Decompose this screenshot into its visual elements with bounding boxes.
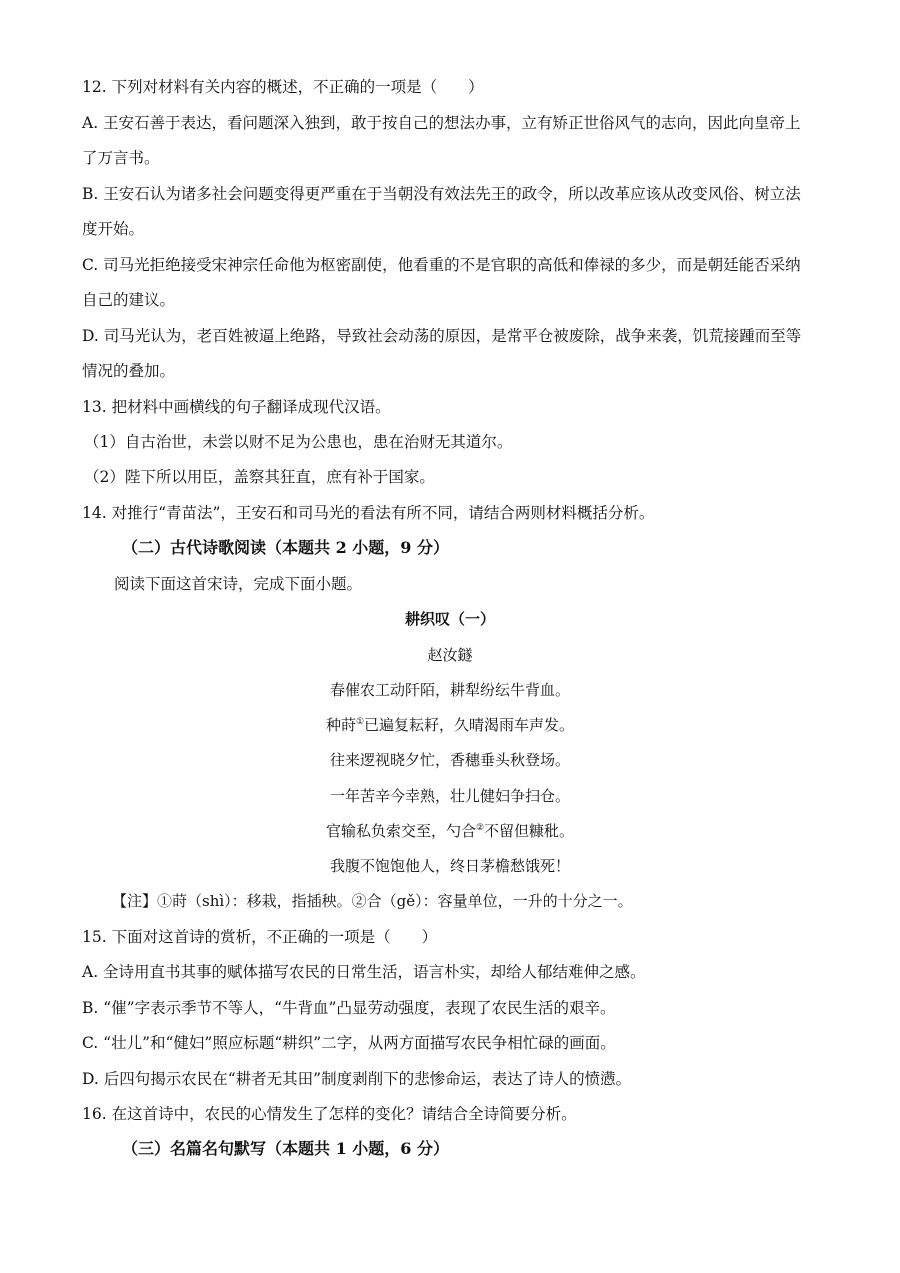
q15-option-c: C. “壮儿”和“健妇”照应标题“耕织”二字，从两方面描写农民争相忙碌的画面。 xyxy=(82,1034,616,1052)
poem-title: 耕织叹（一） xyxy=(404,610,495,628)
poem-line-2-part-1: 种莳 xyxy=(325,716,356,734)
q15-option-a: A. 全诗用直书其事的赋体描写农民的日常生活，语言朴实，却给人郁结难伸之感。 xyxy=(82,963,646,981)
q12-option-b-cont: 度开始。 xyxy=(82,220,145,238)
q15-option-d: D. 后四句揭示农民在“耕者无其田”制度剥削下的悲惨命运，表达了诗人的愤懑。 xyxy=(82,1070,632,1088)
q16-stem: 16. 在这首诗中，农民的心情发生了怎样的变化？请结合全诗简要分析。 xyxy=(82,1105,577,1123)
footnote-mark-1: ① xyxy=(355,717,365,727)
poem-line-3: 往来逻视晓夕忙，香穗垂头秋登场。 xyxy=(329,751,570,769)
poem-line-2-part-2: 已遍复耘耔，久晴渴雨车声发。 xyxy=(364,716,575,734)
section-3-title: （三）名篇名句默写（本题共 1 小题，6 分） xyxy=(122,1139,449,1158)
poem-line-1: 春催农工动阡陌，耕犁纷纭牛背血。 xyxy=(329,681,570,699)
q15-option-b: B. “催”字表示季节不等人，“牛背血”凸显劳动强度，表现了农民生活的艰辛。 xyxy=(82,999,616,1017)
q13-sentence-1: （1）自古治世，未尝以财不足为公患也，患在治财无其道尔。 xyxy=(84,433,513,451)
poem-line-6: 我腹不饱饱他人，终日茅檐愁饿死！ xyxy=(329,857,570,875)
footnote-mark-2: ② xyxy=(475,823,485,833)
q12-option-c: C. 司马光拒绝接受宋神宗任命他为枢密副使，他看重的不是官职的高低和俸禄的多少，而是朝廷能否采纳 xyxy=(82,256,801,274)
q12-option-a: A. 王安石善于表达，看问题深入独到，敢于按自己的想法办事，立有矫正世俗风气的志向，因此向皇帝上 xyxy=(82,114,801,132)
q15-stem: 15. 下面对这首诗的赏析，不正确的一项是（ ） xyxy=(82,928,438,946)
poem-line-5-part-1: 官输私负索交至，勺合 xyxy=(325,822,476,840)
q12-option-a-cont: 了万言书。 xyxy=(82,149,160,167)
section-2-title: （二）古代诗歌阅读（本题共 2 小题，9 分） xyxy=(122,538,449,557)
poem-line-2 xyxy=(0,715,900,735)
poem-note: 【注】①莳（shì）：移栽，指插秧。②合（gě）：容量单位，一升的十分之一。 xyxy=(112,892,633,910)
q13-sentence-2: （2）陛下所以用臣，盖察其狂直，庶有补于国家。 xyxy=(84,468,435,486)
q13-stem: 13. 把材料中画横线的句子翻译成现代汉语。 xyxy=(82,398,391,416)
q12-stem: 12. 下列对材料有关内容的概述，不正确的一项是（ ） xyxy=(82,78,484,96)
q14-stem: 14. 对推行“青苗法”，王安石和司马光的看法有所不同，请结合两则材料概括分析。 xyxy=(82,504,655,522)
poem-line-5 xyxy=(0,821,900,841)
poem-line-4: 一年苦辛今幸熟，壮儿健妇争扫仓。 xyxy=(329,787,570,805)
section-2-intro: 阅读下面这首宋诗，完成下面小题。 xyxy=(114,575,363,593)
poem-line-5-part-2: 不留但糠秕。 xyxy=(484,822,575,840)
q12-option-b: B. 王安石认为诸多社会问题变得更严重在于当朝没有效法先王的政令，所以改革应该从改变风俗、树立法 xyxy=(82,185,801,203)
q12-option-d: D. 司马光认为，老百姓被逼上绝路，导致社会动荡的原因，是常平仓被废除，战争来袭，饥荒接踵而至等 xyxy=(82,327,802,345)
poem-author: 赵汝鐩 xyxy=(427,646,473,664)
q12-option-d-cont: 情况的叠加。 xyxy=(82,362,176,380)
q12-option-c-cont: 自己的建议。 xyxy=(82,291,176,309)
